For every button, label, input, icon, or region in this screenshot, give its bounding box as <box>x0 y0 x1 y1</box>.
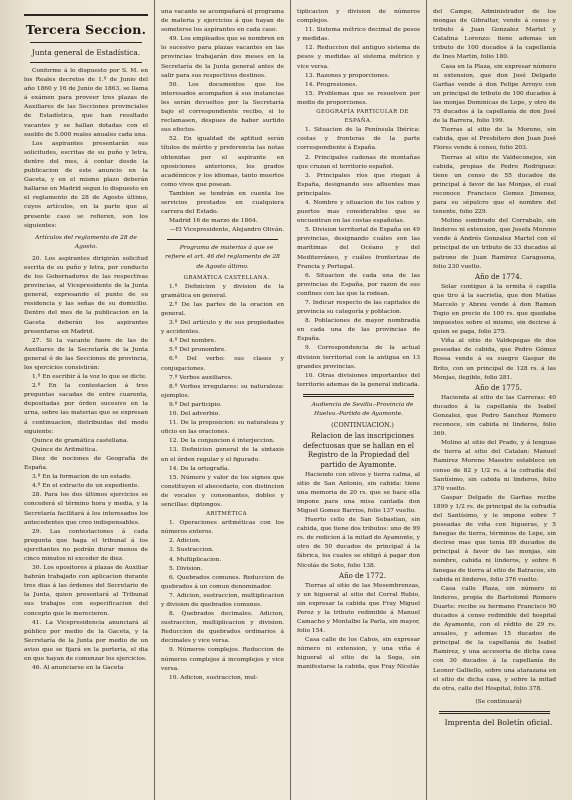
list-item: 11. Sistema métrico decimal de pesos y medidas. <box>297 27 420 43</box>
article: 49. Los empleados que se nombren en lo sucesivo para plazas vacantes en las provincias trabajarán dos meses en la Secretaría de la Junta general antes de salir para sus respectivos destinos. <box>161 36 284 79</box>
list-item: 9. Correspondencia de la actual division territorial con la antigua en 13 grandes provincias. <box>297 345 420 370</box>
paragraph: una vacante se acompañará el programa de materia y ejercicios á que hayan de someterse los aspirantes en cada caso. <box>161 9 284 34</box>
list-item: 5.º Del pronombre. <box>169 347 227 354</box>
column-4 <box>426 0 562 800</box>
article: 46. Al anunciarse en la Gaceta <box>32 665 124 672</box>
geografia-title: GEOGRAFÍA PARTICULAR DE ESPAÑA. <box>316 109 409 125</box>
article: 2.º En la contestacion á tres preguntas sacadas de entre cuarenta, depositadas por órden sucesivo en la urna, sobre las materias que se expresan á continuacion, distribuidas del modo siguiente: <box>24 383 148 435</box>
entry: Tierras al sitio de la Moreno, sin cabida, que el Presbítero don Juan José Flores vende á censo, folio 203. <box>433 127 556 152</box>
list-item: 4.º Del nombre. <box>169 338 217 345</box>
list-item: 4. Nombre y situacion de los cabos y puertos mas considerables que se encuentran en las costas españolas. <box>297 199 420 225</box>
article: 3.º En la formacion de un estado. <box>32 474 132 481</box>
list-item: 3.º Del artículo y de sus propiedades y accidentes. <box>161 320 284 336</box>
list-item: 7.º Verbos auxiliares. <box>169 374 233 381</box>
divider <box>439 711 550 714</box>
list-item: 3. Sustraccion. <box>169 547 214 554</box>
list-item: 7. Indicar respecto de las capitales de provincia su categoría y poblacion. <box>297 300 420 316</box>
entry: Hacienda al sitio de las Carreras: 40 ducados á la capellanía de Isabel Gonzalez, que Pedro Sanchez Romero reconoce, sin cabida ni linderos, folio 369. <box>433 394 556 438</box>
articulos-title: Artículos del reglamento de 28 de Agosto. <box>35 234 137 250</box>
list-item: 5. Division. <box>169 565 203 572</box>
section-title: Tercera Seccion. <box>24 14 148 38</box>
list-item: 13. Definicion general de la sintaxis en el órden regular y el figurado. <box>161 447 284 463</box>
continuara-label: (Se continuará) <box>475 698 522 705</box>
list-item: 9.º Del participio. <box>169 401 222 408</box>
entry: Gaspar Delgado de Garfias recibe 1899 y 1/2 rs. de principal de la cofradía del Santísimo, y le impone sobre 7 poseadas de viña con higueras, y 5 fanegas de tierra, términos de Lepe, sin decirse mas que tenia 89 ducados de principal á favor de las monjas, sin nombre, cabida ni linderos, y sobre 6 fanegas de tierra al sitio de Batracos, sin cabida ni linderos, folio 376 vuelto. <box>433 494 556 583</box>
entry: Casa calle de los Cabos, sin expresar número ni extension, y una viña é higueral al sitio de la Soga, sin manifestarse la cabida, que Fray Nicolás <box>297 637 420 671</box>
entry: Viña al sitio de Valdepegas de dos poseadas de cabida, que Pedro Gómez Rossa vende á su suegro Gaspar de Brito, con un principal de 128 rs. á las Monjas, ilegible, folio 281. <box>433 338 556 381</box>
entry: Casa calle Plaza, sin número ni linderos, propia de Bartolomé Romero Duarte: recibe su hermano Francisco 90 ducados á censo redimible del hospital de Ayamonte, con el rédito de 29 rs. anuales, y ademas 15 ducados de principal de la capellanía de Isabel Ramirez, y una accesoria de dicha casa con 30 ducados á la capellanía de Leonor Galliello, sobre una atarazana en el sitio de dicha casa, y sobre la mitad de otra, calle del Hospital, folio 378. <box>433 585 556 692</box>
entry: Haciendo con olivos y tierra calma, al sitio de San Antonio, sin cabida: tiene una memoria de 20 rs. que se hace ella impone para una misa cantada don Miguel Gomez Barrios, folio 137 vuelto. <box>297 471 420 514</box>
list-item: 7. Adicion, sustraccion, multiplicacion y division de quebrados comunes. <box>161 592 284 608</box>
year-heading: Año de 1774. <box>475 272 522 281</box>
list-item: 1.º Definicion y division de la gramática en general. <box>161 283 284 299</box>
list-item: 11. De la preposicion: su naturaleza y oficio en las oraciones. <box>161 420 284 436</box>
article: 30. Los opositores á plazas de Auxiliar habrán trabajado con aplicacion durante tres dias á las órdenes del Secretario de la Junta, quien presentará al Tribunal sus trabajos con especificacion del concepto que le merecieren. <box>24 565 148 617</box>
aritmetica-list <box>161 519 284 683</box>
article: 52. En igualdad de aptitud serán títulos de mérito y preferencia las notas obtenidas por el aspirante en oposiciones anteriores, los grados académicos y los idiomas, tanto muertos como vivos que posean. <box>161 136 284 188</box>
entry: del Campo, Administrador de los mongas de Gibraltar, vende á censo y tributo á Juan Gonzalez Martel y Catalina Lorenzo: tiene ademas un tributo de 100 ducados á la capellanía de Ines Martin, folio 180. <box>433 9 556 61</box>
signature: —El Vicepresidente, Alejandro Oliván. <box>169 227 284 234</box>
column-1 <box>18 0 154 800</box>
article: 27. Si la vacante fuere de las de Auxiliares de la Secretaría de la Junta general ó de las Secciones de provincia, los ejercicios consistirán: <box>24 337 148 371</box>
date-line: Madrid 16 de marzo de 1864. <box>169 218 258 225</box>
list-item: 14. Progresiones. <box>305 81 358 88</box>
list-item: 1. Operaciones aritméticas con los números enteros. <box>161 520 284 536</box>
list-item: 5. Division territorial de España en 49 provincias, designando cuáles son las marítimas del Océano y del Mediterráneo, y cuáles fronterizas de Francia y Portugal. <box>297 227 420 270</box>
list-item: 8.º Verbos irregulares: su naturaleza: ejemplos. <box>161 383 284 399</box>
junta-heading: Junta general de Estadística. <box>31 48 141 57</box>
gramatica-title: GRAMÁTICA CASTELLANA. <box>183 274 270 281</box>
list-item: 2. Principales cadenas de montañas que cruzan el territorio español. <box>297 154 420 170</box>
column-3 <box>290 0 426 800</box>
list-item: 15. Problemas que se resuelven por medio de proporciones. <box>297 90 420 106</box>
list-item: 8. Poblaciones de mayor nombradía en cada una de las provincias de España. <box>297 318 420 343</box>
list-item: 12. Reduccion del antiguo sistema de pesos y medidas al sistema métrico y vice versa. <box>297 45 420 70</box>
programa-title: Programa de materias á que se refiere el art. 46 del reglamento de 28 de Agosto último. <box>165 245 280 270</box>
audiencia-heading: Audiencia de Sevilla.-Provincia de Huelva.-Partido de Ayamonte. <box>311 401 414 418</box>
article: 29. Las contestaciones á cada pregunta que haga el tribunal á los ejercitantes no podrán durar menos de cinco minutos ni exceder de diez. <box>24 528 148 562</box>
imprenta-footer: Imprenta del Boletín oficial. <box>444 717 553 727</box>
list-item: 10. Del adverbio. <box>169 411 221 418</box>
aritmetica-title: ARITMÉTICA <box>206 511 247 518</box>
list-item: 10. Adicion, sustraccion, mul- <box>169 674 258 681</box>
article: Quince de gramática castellana. <box>32 437 129 444</box>
list-item: 1. Situacion de la Península Ibérica: costas y fronteras de la parte correspondiente á España. <box>297 127 420 152</box>
list-item: 3. Principales ríos que riegan á España, designando sus afluentes mas principales. <box>297 172 420 197</box>
paragraph: Conforme á lo dispuesto por S. M. en los Reales decretos de 1.º de Junio del año 1860 y 16 de Junio de 1863, se llama á exámen para proveer tres plazas de Auxiliares de las Secciones provinciales de Estadística, que han resultado vacantes y se hallan dotadas con el sueldo de 5.000 reales anuales cada una. <box>24 68 148 138</box>
entry: Molino sombrado del Corrabalo, sin linderos ni extension, que Josefa Moreno vende á Andrés Gonzalez Martel con el principal de un tributo de 33 ducados al patrono de Juan Ramirez Caraguena, folio 230 vuelto. <box>433 218 556 270</box>
entry: Tierras al sitio de Valdeconejos, sin cabida, propias de Pedro Rodriguez: tiene un censo de 55 ducados de principal á favor de las Monjas, el cual reconoce Francisco Gomez Jimenez, para su sépulcro que el nombre del tenente, folio 229. <box>433 154 556 216</box>
list-item: 14. De la ortografía. <box>169 465 230 472</box>
divider <box>30 42 142 43</box>
list-item: 2.º De las partes de la oracion en general. <box>161 301 284 317</box>
article: 41. La Vicepresidencia anunciará al público por medio de la Gaceta, y la Secretaría de la Junta por medio de un aviso que se fijará en la portería, el dia en que hayan de comenzar los ejercicios. <box>24 619 148 662</box>
list-item: 6.º Del verbo: sus clases y conjugaciones. <box>161 356 284 372</box>
continuacion-label: (CONTINUACION.) <box>331 421 394 430</box>
article: Quince de Aritmética. <box>32 446 98 453</box>
entry: Tierras al sitio de las Mesembrenzas, y un higueral al sitio del Corral Rubio, sin expresar la cabida que Fray Miguel Perez y la tributo redimible á Manuel Camacho y Montalbo la Parla, sin mayor, folio 154. <box>297 582 420 635</box>
entry: Casa en la Plaza, sin expresar número ni extension, que don José Delgado Garfias vende á don Felipe Arroyo con un principal de tributo de 100 ducados á las monjas Dominicas de Lepe, y otro de 75 ducados á la capellanía de don José de la Barrera, folio 199. <box>433 63 556 125</box>
list-item: 9. Números complejos. Reduccion de números complejos á incomplejos y vice versa. <box>161 647 284 672</box>
article: 50. Los documentos que los interesados acompañen á sus instancias les serán devueltos por la Secretaría bajo el correspondiente recibo, si lo reclamasen, despues de haber surtido sus efectos. <box>161 81 284 134</box>
year-heading: Año de 1772. <box>339 571 386 580</box>
list-item: 8. Quebrados decimales. Adicion, sustraccion, multiplicacion y division. Reduccion de quebrados ordinarios á decimales y vice versa. <box>161 611 284 645</box>
article: 28. Para los dos últimos ejercicios se concederá el término hora y media, y la Secretaría facilitará á los interesados los antecedentes que creo indispensables. <box>24 492 148 526</box>
article: 1.º En escribir á la voz lo que se dicte. <box>32 374 147 381</box>
column-2 <box>154 0 290 800</box>
article: 20. Los aspirantes dirigirán solicitud escrita de su puño y letra, por conducto de los Gobernadores de las respectivas provincias, al Vicepresidente de la Junta general, expresando el punto de su residencia y las señas de su domicilio. Dentro del mes de la publicacion en la Gaceta deberán los aspirantes presentarse en Madrid. <box>24 255 148 335</box>
list-item: 2. Adicion. <box>169 538 201 545</box>
list-item: 12. De la conjuncion é interjeccion. <box>169 438 275 445</box>
year-heading: Año de 1775. <box>475 383 522 392</box>
entry: Huerto cello de San Sebastian, sin cabida, que tiene dos tributos: uno de 99 rs. de redicion á la mitad de Ayamonte, y otro de 50 ducados de principal á la fábrica, los cuales se obligó á pagar don Nicolás de Soto, folio 138. <box>297 517 420 569</box>
list-item: 10. Otras divisiones importantes del territorio ademas de la general indicada. <box>297 372 420 388</box>
paragraph: Tambien se tendrán en cuenta los servicios prestados en cualquiera carrera del Estado. <box>161 190 284 216</box>
relacion-heading: Relacion de las inscripciones defectuosas que se hallan en el Registro de la Propiedad del partido de Ayamonte. <box>302 432 415 469</box>
list-item: 4. Multiplicacion. <box>169 556 222 563</box>
list-item: 6. Quebrados comunes. Reduccion de quebrados á un comun denominador. <box>161 574 284 590</box>
divider <box>30 62 142 63</box>
gramatica-list <box>161 283 284 510</box>
paragraph: Los aspirantes presentarán sus solicitudes, escritas de su puño y letra, dentro del mes, á contar desde la publicacion de este anuncio en la Gaceta, y en el mismo plazo deberán hallarse en Madrid segun lo dispuesto en el reglamento de 28 de Agosto último, cuyos artículos, en la parte que al presente caso se refieren, son los siguientes: <box>24 140 148 229</box>
article: 4.º En el extracto de un expediente. <box>32 483 140 490</box>
entry: Molino al sitio del Prado, y á lenguas de tierra al sitio del Catalan: Manuel Ramirez Moreno Maestre establece un censo de 82 y 1/2 rs. á la cofradía del Santísimo, sin cabida ni linderos, folio 370 vuelto. <box>433 440 556 492</box>
list-item: 6. Situacion de cada una de las provincias de España, por razon de sus confines con las que la rodean. <box>297 272 420 297</box>
paragraph: tiplicacion y division de números complejos. <box>297 9 420 25</box>
divider <box>303 394 414 397</box>
divider <box>167 239 278 240</box>
list-item: 13. Razones y proporciones. <box>305 72 390 79</box>
entry: Solar contiguo á la ermita ó capilla que tiro á la sacristía, que don Matías Marcelo y Abreu vende á don Ramon Togio en precio de 100 rs. que quedaba impuestos sobre el mismo, sin decirse á quien se paga, folio 275. <box>433 283 556 336</box>
list-item: 15. Número y valor de los signos que constituyen el abecedario, con distincion de vocales y consonantes, dobles y sencillas: diptongos. <box>161 474 284 508</box>
columns <box>18 0 562 800</box>
article: Diez de nociones de Geografía de España. <box>24 455 148 472</box>
